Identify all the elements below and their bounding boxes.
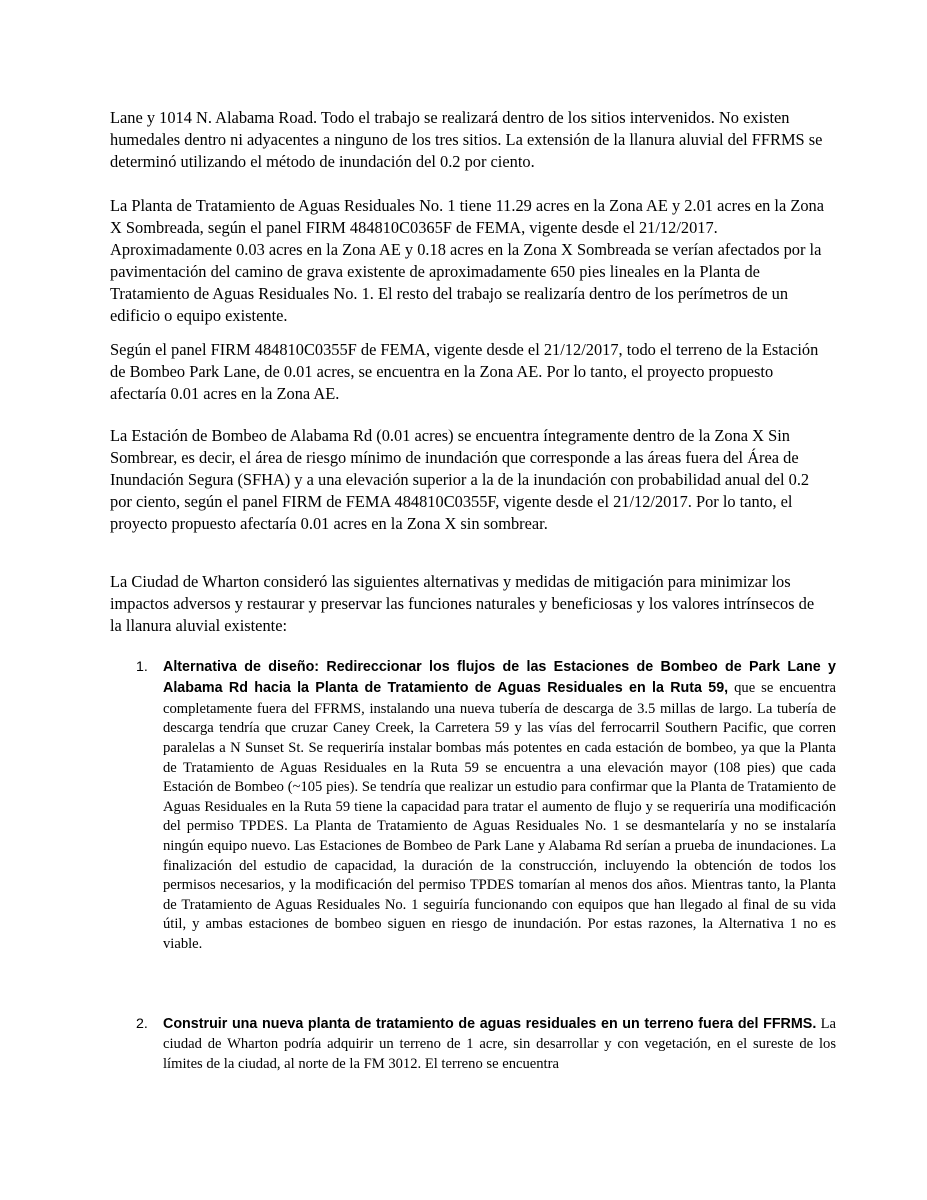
list-item xyxy=(136,657,836,955)
paragraph-park-lane: Según el panel FIRM 484810C0355F de FEMA, vigente desde el 21/12/2017, todo el terreno de la Estación de Bombeo Park Lane, de 0.01 acres, se encuentra en la Zona AE. Por lo tanto, el proyecto propuesto afectaría 0.01 acres en la Zona AE. xyxy=(110,340,819,403)
list-item-body: que se encuentra completamente fuera del FFRMS, instalando una nueva tubería de descarga de 3.5 millas de largo. La tubería de descarga tendría que cruzar Caney Creek, la Carretera 59 y las vías del ferrocarril Southern Pacific, que corren paralelas a N Sunset St. Se requeriría instalar bombas más potentes en cada estación de bombeo, ya que la Planta de Tratamiento de Aguas Residuales en la Ruta 59 se encuentra a una elevación mayor (108 pies) que cada Estación de Bombeo (~105 pies). Se tendría que realizar un estudio para confirmar que la Planta de Tratamiento de Aguas Residuales en la Ruta 59 tiene la capacidad para tratar el aumento de flujo y se requeriría una modificación del permiso TPDES. La Planta de Tratamiento de Aguas Residuales No. 1 se desmantelaría y no se instalaría ningún equipo nuevo. Las Estaciones de Bombeo de Park Lane y Alabama Rd serían a prueba de inundaciones. La finalización del estudio de capacidad, la duración de la construcción, incluyendo la obtención de todos los permisos necesarios, y la modificación del permiso TPDES tomarían al menos dos años. Mientras tanto, la Planta de Tratamiento de Aguas Residuales No. 1 seguiría funcionando con equipos que han llegado al final de su vida útil, y ambas estaciones de bombeo siguen en riesgo de inundación. Por estas razones, la Alternativa 1 no es viable. xyxy=(163,680,836,952)
paragraph-alternatives-intro: La Ciudad de Wharton consideró las siguientes alternativas y medidas de mitigación para minimizar los impactos adversos y restaurar y preservar las funciones naturales y beneficiosas y los valores intrínsecos de la llanura aluvial existente: xyxy=(110,572,815,635)
paragraph-alabama-rd: La Estación de Bombeo de Alabama Rd (0.01 acres) se encuentra íntegramente dentro de la Zona X Sin Sombrear, es decir, el área de riesgo mínimo de inundación que corresponde a las áreas fuera del Área de Inundación Segura (SFHA) y a una elevación superior a la de la inundación con probabilidad anual del 0.2 por ciento, según el panel FIRM de FEMA 484810C0355F, vigente desde el 21/12/2017. Por lo tanto, el proyecto propuesto afectaría 0.01 acres en la Zona X sin sombrear. xyxy=(110,426,810,533)
list-item-number: 1. xyxy=(136,659,148,675)
list-item-heading: Alternativa de diseño: Redireccionar los flujos de las Estaciones de Bombeo de Park Lane y Alabama Rd hacia la Planta de Tratamiento de Aguas Residuales en la Ruta 59, xyxy=(163,659,836,697)
paragraph-wetlands: Lane y 1014 N. Alabama Road. Todo el trabajo se realizará dentro de los sitios intervenidos. No existen humedales dentro ni adyacentes a ninguno de los tres sitios. La extensión de la llanura aluvial del FFRMS se determinó utilizando el método de inundación del 0.2 por ciento. xyxy=(110,108,823,171)
list-item-text xyxy=(163,1014,836,1075)
list-item-number: 2. xyxy=(136,1016,148,1032)
list-item-heading: Construir una nueva planta de tratamiento de aguas residuales en un terreno fuera del FFRMS. xyxy=(163,1016,817,1032)
paragraph-wwtp-no1: La Planta de Tratamiento de Aguas Residuales No. 1 tiene 11.29 acres en la Zona AE y 2.01 acres en la Zona X Sombreada, según el panel FIRM 484810C0365F de FEMA, vigente desde el 21/12/2017. Aproximadamente 0.03 acres en la Zona AE y 0.18 acres en la Zona X Sombreada se verían afectados por la pavimentación del camino de grava existente de aproximadamente 650 pies lineales en la Planta de Tratamiento de Aguas Residuales No. 1. El resto del trabajo se realizaría dentro de los perímetros de un edificio o equipo existente. xyxy=(110,196,825,325)
list-item-body: La ciudad de Wharton podría adquirir un terreno de 1 acre, sin desarrollar y con vegetación, en el sureste de los límites de la ciudad, al norte de la FM 3012. El terreno se encuentra xyxy=(163,1016,836,1072)
list-item xyxy=(136,1014,836,1075)
list-item-text xyxy=(163,657,836,955)
